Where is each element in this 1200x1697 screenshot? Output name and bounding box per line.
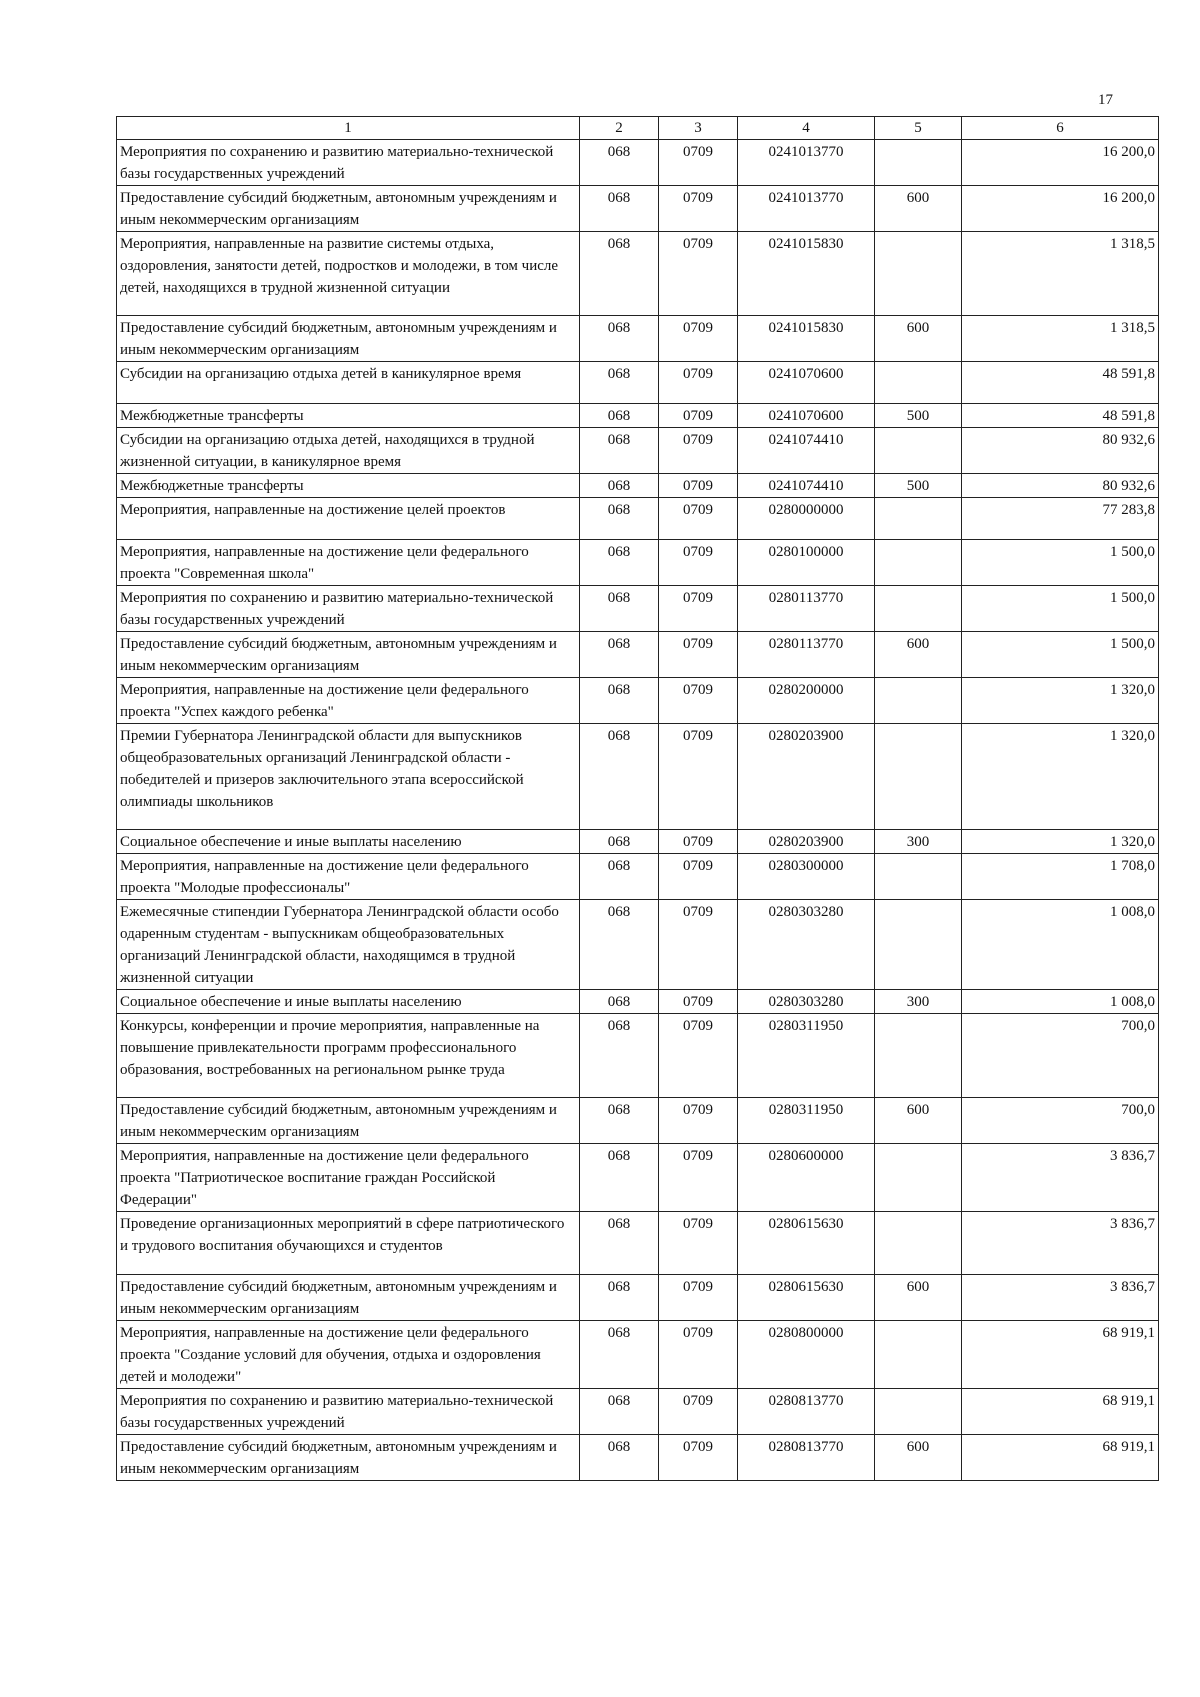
row-ministry-code: 068 (580, 428, 659, 474)
row-expense-type-code: 300 (875, 990, 962, 1014)
row-expense-type-code (875, 232, 962, 316)
table-row (117, 1321, 1159, 1389)
row-section-code: 0709 (659, 1389, 738, 1435)
row-section-code: 0709 (659, 428, 738, 474)
row-target-code: 0280113770 (738, 632, 875, 678)
row-expense-type-code (875, 900, 962, 990)
table-row (117, 724, 1159, 830)
row-target-code: 0280203900 (738, 830, 875, 854)
row-ministry-code: 068 (580, 316, 659, 362)
row-target-code: 0280303280 (738, 900, 875, 990)
table-row (117, 1435, 1159, 1481)
row-ministry-code: 068 (580, 632, 659, 678)
table-row (117, 632, 1159, 678)
row-amount: 3 836,7 (962, 1144, 1159, 1212)
row-amount: 1 708,0 (962, 854, 1159, 900)
row-target-code: 0280300000 (738, 854, 875, 900)
row-ministry-code: 068 (580, 678, 659, 724)
column-header-1: 1 (117, 117, 580, 140)
row-description: Премии Губернатора Ленинградской области для выпускников общеобразовательных организаций Ленинградской области - победителей и призеров заключительного этапа всероссийской олимпиады школьников (117, 724, 580, 830)
row-target-code: 0280615630 (738, 1212, 875, 1275)
row-section-code: 0709 (659, 232, 738, 316)
table-row (117, 678, 1159, 724)
row-expense-type-code: 600 (875, 1098, 962, 1144)
row-target-code: 0241013770 (738, 186, 875, 232)
row-expense-type-code: 600 (875, 1435, 962, 1481)
row-expense-type-code: 600 (875, 632, 962, 678)
table-row (117, 900, 1159, 990)
row-description: Предоставление субсидий бюджетным, автономным учреждениям и иным некоммерческим организациям (117, 1098, 580, 1144)
table-row (117, 498, 1159, 540)
row-target-code: 0241070600 (738, 404, 875, 428)
row-amount: 1 500,0 (962, 632, 1159, 678)
row-ministry-code: 068 (580, 404, 659, 428)
row-ministry-code: 068 (580, 1389, 659, 1435)
table-row (117, 362, 1159, 404)
row-section-code: 0709 (659, 990, 738, 1014)
table-row (117, 830, 1159, 854)
row-description: Мероприятия по сохранению и развитию материально-технической базы государственных учреждений (117, 140, 580, 186)
row-description: Мероприятия, направленные на достижение цели федерального проекта "Современная школа" (117, 540, 580, 586)
row-description: Субсидии на организацию отдыха детей в каникулярное время (117, 362, 580, 404)
row-description: Мероприятия, направленные на достижение цели федерального проекта "Молодые профессионалы" (117, 854, 580, 900)
column-header-6: 6 (962, 117, 1159, 140)
row-amount: 80 932,6 (962, 474, 1159, 498)
row-target-code: 0241070600 (738, 362, 875, 404)
table-body (117, 140, 1159, 1481)
row-description: Предоставление субсидий бюджетным, автономным учреждениям и иным некоммерческим организациям (117, 1435, 580, 1481)
column-header-2: 2 (580, 117, 659, 140)
row-ministry-code: 068 (580, 186, 659, 232)
row-section-code: 0709 (659, 362, 738, 404)
row-description: Проведение организационных мероприятий в сфере патриотического и трудового воспитания обучающихся и студентов (117, 1212, 580, 1275)
row-target-code: 0241074410 (738, 428, 875, 474)
budget-table (116, 116, 1159, 1481)
row-expense-type-code (875, 1321, 962, 1389)
row-expense-type-code (875, 724, 962, 830)
row-expense-type-code (875, 428, 962, 474)
row-description: Конкурсы, конференции и прочие мероприятия, направленные на повышение привлекательности программ профессионального образования, востребованных на региональном рынке труда (117, 1014, 580, 1098)
row-ministry-code: 068 (580, 586, 659, 632)
row-expense-type-code: 600 (875, 186, 962, 232)
row-description: Мероприятия, направленные на достижение целей проектов (117, 498, 580, 540)
row-section-code: 0709 (659, 404, 738, 428)
row-ministry-code: 068 (580, 362, 659, 404)
row-description: Социальное обеспечение и иные выплаты населению (117, 990, 580, 1014)
row-ministry-code: 068 (580, 1321, 659, 1389)
row-description: Ежемесячные стипендии Губернатора Ленинградской области особо одаренным студентам - выпускникам общеобразовательных организаций Ленинградской области, находящимся в трудной жизненной ситуации (117, 900, 580, 990)
table-row (117, 540, 1159, 586)
row-target-code: 0280200000 (738, 678, 875, 724)
row-section-code: 0709 (659, 632, 738, 678)
row-description: Предоставление субсидий бюджетным, автономным учреждениям и иным некоммерческим организациям (117, 1275, 580, 1321)
row-amount: 77 283,8 (962, 498, 1159, 540)
row-description: Межбюджетные трансферты (117, 404, 580, 428)
row-expense-type-code: 600 (875, 1275, 962, 1321)
row-section-code: 0709 (659, 140, 738, 186)
row-expense-type-code (875, 1389, 962, 1435)
row-target-code: 0280203900 (738, 724, 875, 830)
row-ministry-code: 068 (580, 1275, 659, 1321)
row-amount: 80 932,6 (962, 428, 1159, 474)
row-description: Мероприятия, направленные на развитие системы отдыха, оздоровления, занятости детей, подростков и молодежи, в том числе детей, находящихся в трудной жизненной ситуации (117, 232, 580, 316)
row-amount: 16 200,0 (962, 186, 1159, 232)
row-amount: 68 919,1 (962, 1321, 1159, 1389)
row-amount: 1 008,0 (962, 900, 1159, 990)
row-target-code: 0280303280 (738, 990, 875, 1014)
table-row (117, 1212, 1159, 1275)
row-description: Предоставление субсидий бюджетным, автономным учреждениям и иным некоммерческим организациям (117, 186, 580, 232)
row-ministry-code: 068 (580, 474, 659, 498)
table-row (117, 1389, 1159, 1435)
row-section-code: 0709 (659, 1098, 738, 1144)
row-expense-type-code (875, 362, 962, 404)
row-description: Мероприятия по сохранению и развитию материально-технической базы государственных учреждений (117, 1389, 580, 1435)
row-ministry-code: 068 (580, 140, 659, 186)
row-target-code: 0241013770 (738, 140, 875, 186)
row-amount: 700,0 (962, 1098, 1159, 1144)
row-description: Субсидии на организацию отдыха детей, находящихся в трудной жизненной ситуации, в каникулярное время (117, 428, 580, 474)
table-row (117, 1275, 1159, 1321)
table-row (117, 854, 1159, 900)
table-row (117, 586, 1159, 632)
row-description: Социальное обеспечение и иные выплаты населению (117, 830, 580, 854)
row-expense-type-code: 600 (875, 316, 962, 362)
row-expense-type-code (875, 540, 962, 586)
row-section-code: 0709 (659, 1144, 738, 1212)
row-section-code: 0709 (659, 1275, 738, 1321)
row-description: Мероприятия, направленные на достижение цели федерального проекта "Создание условий для обучения, отдыха и оздоровления детей и молодежи" (117, 1321, 580, 1389)
row-amount: 68 919,1 (962, 1389, 1159, 1435)
row-ministry-code: 068 (580, 232, 659, 316)
row-target-code: 0280813770 (738, 1389, 875, 1435)
row-section-code: 0709 (659, 1435, 738, 1481)
row-target-code: 0280615630 (738, 1275, 875, 1321)
row-expense-type-code (875, 498, 962, 540)
row-amount: 1 320,0 (962, 724, 1159, 830)
table-row (117, 140, 1159, 186)
row-section-code: 0709 (659, 186, 738, 232)
column-header-4: 4 (738, 117, 875, 140)
row-ministry-code: 068 (580, 1212, 659, 1275)
row-section-code: 0709 (659, 1212, 738, 1275)
row-expense-type-code (875, 1144, 962, 1212)
row-amount: 68 919,1 (962, 1435, 1159, 1481)
row-expense-type-code (875, 586, 962, 632)
table-header-row (117, 117, 1159, 140)
row-amount: 1 320,0 (962, 678, 1159, 724)
row-description: Мероприятия, направленные на достижение цели федерального проекта "Успех каждого ребенка" (117, 678, 580, 724)
table-row (117, 316, 1159, 362)
row-target-code: 0241074410 (738, 474, 875, 498)
row-target-code: 0280311950 (738, 1098, 875, 1144)
row-section-code: 0709 (659, 316, 738, 362)
table-row (117, 474, 1159, 498)
column-header-3: 3 (659, 117, 738, 140)
table-row (117, 404, 1159, 428)
row-description: Мероприятия, направленные на достижение цели федерального проекта "Патриотическое воспитание граждан Российской Федерации" (117, 1144, 580, 1212)
row-ministry-code: 068 (580, 1144, 659, 1212)
table-row (117, 990, 1159, 1014)
row-target-code: 0241015830 (738, 316, 875, 362)
row-expense-type-code (875, 854, 962, 900)
row-description: Предоставление субсидий бюджетным, автономным учреждениям и иным некоммерческим организациям (117, 632, 580, 678)
table-row (117, 1014, 1159, 1098)
row-ministry-code: 068 (580, 900, 659, 990)
table-row (117, 1144, 1159, 1212)
row-ministry-code: 068 (580, 830, 659, 854)
row-expense-type-code: 300 (875, 830, 962, 854)
row-target-code: 0280311950 (738, 1014, 875, 1098)
row-section-code: 0709 (659, 854, 738, 900)
row-section-code: 0709 (659, 1321, 738, 1389)
row-description: Предоставление субсидий бюджетным, автономным учреждениям и иным некоммерческим организациям (117, 316, 580, 362)
row-expense-type-code (875, 140, 962, 186)
row-section-code: 0709 (659, 586, 738, 632)
row-amount: 1 008,0 (962, 990, 1159, 1014)
row-amount: 1 318,5 (962, 232, 1159, 316)
row-ministry-code: 068 (580, 990, 659, 1014)
row-ministry-code: 068 (580, 854, 659, 900)
page-number: 17 (1098, 92, 1113, 108)
row-amount: 700,0 (962, 1014, 1159, 1098)
row-amount: 1 500,0 (962, 586, 1159, 632)
row-section-code: 0709 (659, 498, 738, 540)
row-amount: 1 318,5 (962, 316, 1159, 362)
row-expense-type-code: 500 (875, 474, 962, 498)
row-amount: 3 836,7 (962, 1212, 1159, 1275)
row-target-code: 0280113770 (738, 586, 875, 632)
row-amount: 1 320,0 (962, 830, 1159, 854)
row-ministry-code: 068 (580, 1014, 659, 1098)
row-ministry-code: 068 (580, 540, 659, 586)
row-amount: 48 591,8 (962, 404, 1159, 428)
column-header-5: 5 (875, 117, 962, 140)
table-row (117, 186, 1159, 232)
row-ministry-code: 068 (580, 1098, 659, 1144)
row-ministry-code: 068 (580, 724, 659, 830)
row-section-code: 0709 (659, 474, 738, 498)
row-section-code: 0709 (659, 830, 738, 854)
row-amount: 3 836,7 (962, 1275, 1159, 1321)
row-target-code: 0280100000 (738, 540, 875, 586)
row-amount: 16 200,0 (962, 140, 1159, 186)
table-row (117, 428, 1159, 474)
row-target-code: 0280800000 (738, 1321, 875, 1389)
row-target-code: 0241015830 (738, 232, 875, 316)
row-section-code: 0709 (659, 540, 738, 586)
row-section-code: 0709 (659, 1014, 738, 1098)
row-expense-type-code: 500 (875, 404, 962, 428)
row-amount: 48 591,8 (962, 362, 1159, 404)
table-row (117, 232, 1159, 316)
row-expense-type-code (875, 1014, 962, 1098)
row-amount: 1 500,0 (962, 540, 1159, 586)
row-section-code: 0709 (659, 900, 738, 990)
row-section-code: 0709 (659, 678, 738, 724)
row-description: Мероприятия по сохранению и развитию материально-технической базы государственных учреждений (117, 586, 580, 632)
table-row (117, 1098, 1159, 1144)
row-expense-type-code (875, 1212, 962, 1275)
row-section-code: 0709 (659, 724, 738, 830)
row-ministry-code: 068 (580, 1435, 659, 1481)
row-ministry-code: 068 (580, 498, 659, 540)
row-target-code: 0280600000 (738, 1144, 875, 1212)
row-target-code: 0280813770 (738, 1435, 875, 1481)
row-target-code: 0280000000 (738, 498, 875, 540)
row-description: Межбюджетные трансферты (117, 474, 580, 498)
row-expense-type-code (875, 678, 962, 724)
